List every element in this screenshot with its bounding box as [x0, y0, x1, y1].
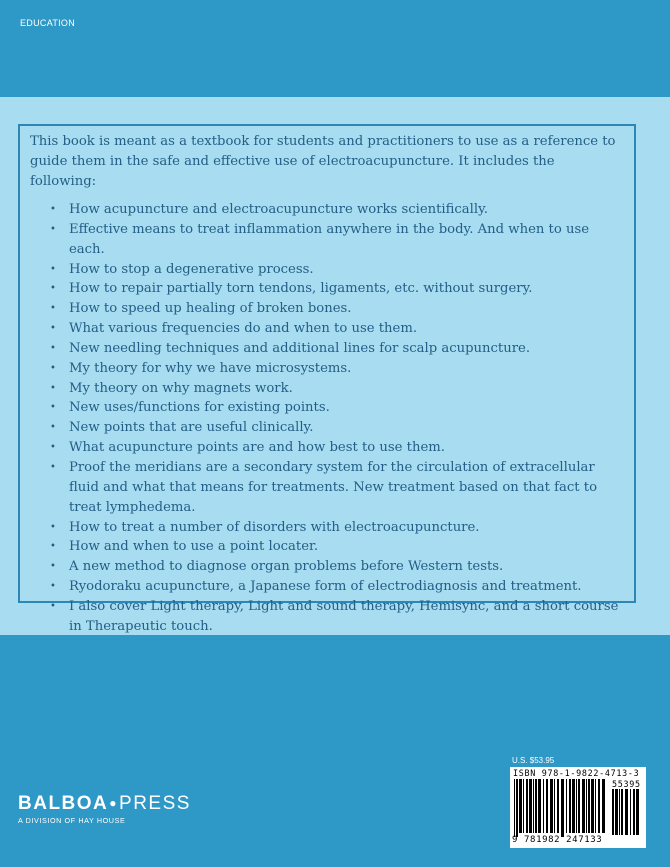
bullet-icon: •	[50, 223, 56, 235]
feature-item	[30, 379, 624, 399]
feature-item	[30, 220, 624, 260]
feature-text: A new method to diagnose organ problems before Western tests.	[69, 559, 504, 575]
isbn-text: ISBN 978-1-9822-4713-3	[513, 768, 640, 778]
barcode-bars-icon	[514, 779, 608, 837]
feature-item	[30, 418, 624, 438]
feature-item	[30, 299, 624, 319]
publisher-name-light: PRESS	[119, 793, 191, 814]
feature-item	[30, 359, 624, 379]
feature-text: My theory for why we have microsystems.	[69, 360, 352, 376]
bullet-icon: •	[50, 442, 56, 454]
publisher-logo	[18, 793, 191, 825]
feature-item	[30, 438, 624, 458]
feature-item	[30, 518, 624, 538]
bullet-icon: •	[50, 303, 56, 315]
bullet-icon: •	[50, 342, 56, 354]
price-code: 55395	[612, 779, 641, 789]
feature-text: I also cover Light therapy, Light and sound therapy, Hemisync, and a short course in Therapeutic touch.	[69, 598, 619, 634]
feature-text: How to repair partially torn tendons, ligaments, etc. without surgery.	[69, 281, 533, 297]
bullet-icon: •	[50, 461, 56, 473]
feature-item	[30, 200, 624, 220]
feature-text: New needling techniques and additional lines for scalp acupuncture.	[69, 340, 531, 356]
intro-text: This book is meant as a textbook for students and practitioners to use as a reference to guide them in the safe and effective use of electroacupuncture. It includes the following:	[30, 134, 616, 189]
feature-text: How and when to use a point locater.	[69, 539, 319, 555]
feature-item	[30, 577, 624, 597]
bullet-icon: •	[50, 541, 56, 553]
bullet-icon: •	[50, 581, 56, 593]
bullet-icon: •	[50, 422, 56, 434]
feature-item	[30, 319, 624, 339]
barcode-box	[510, 767, 646, 848]
bullet-icon: •	[50, 521, 56, 533]
bullet-icon: •	[50, 382, 56, 394]
category-label: EDUCATION	[20, 18, 76, 28]
bullet-icon: •	[50, 362, 56, 374]
publisher-tagline: A DIVISION OF HAY HOUSE	[18, 816, 126, 825]
bullet-icon: •	[50, 600, 56, 612]
feature-text: Ryodoraku acupuncture, a Japanese form of electrodiagnosis and treatment.	[69, 579, 582, 595]
feature-text: How to treat a number of disorders with electroacupuncture.	[69, 519, 480, 535]
publisher-dot-icon: ●	[109, 796, 119, 810]
ean-digits: 9 781982 247133	[512, 835, 603, 845]
bullet-icon: •	[50, 323, 56, 335]
feature-item	[30, 537, 624, 557]
bullet-icon: •	[50, 263, 56, 275]
feature-text: How to speed up healing of broken bones.	[69, 301, 352, 317]
feature-item	[30, 398, 624, 418]
feature-list	[30, 200, 624, 656]
price-barcode-icon	[612, 789, 642, 835]
feature-text: Proof the meridians are a secondary system for the circulation of extracellular fluid and what that means for treatments. New treatment based on that fact to treat lymphedema.	[69, 459, 598, 515]
feature-text: How acupuncture and electroacupuncture works scientifically.	[69, 202, 488, 217]
feature-item	[30, 557, 624, 577]
feature-item	[30, 260, 624, 280]
feature-text: New uses/functions for existing points.	[69, 400, 330, 416]
feature-text: How to stop a degenerative process.	[69, 261, 314, 277]
feature-text: What various frequencies do and when to use them.	[69, 321, 418, 337]
feature-item	[30, 458, 624, 518]
price-label: U.S. $53.95	[512, 756, 555, 765]
publisher-name-bold: BALBOA	[18, 793, 109, 814]
description-panel	[0, 97, 670, 635]
bullet-icon: •	[50, 402, 56, 414]
top-band	[0, 0, 670, 97]
description-box	[18, 124, 636, 634]
feature-text: What acupuncture points are and how best to use them.	[69, 440, 445, 456]
feature-text: Effective means to treat inflammation anywhere in the body. And when to use each.	[69, 221, 590, 257]
feature-item	[30, 339, 624, 359]
feature-item	[30, 597, 624, 637]
feature-text: New points that are useful clinically.	[69, 420, 314, 436]
feature-item	[30, 279, 624, 299]
bullet-icon: •	[50, 283, 56, 295]
bullet-icon: •	[50, 561, 56, 573]
feature-text: My theory on why magnets work.	[69, 380, 293, 396]
bullet-icon: •	[50, 204, 56, 215]
